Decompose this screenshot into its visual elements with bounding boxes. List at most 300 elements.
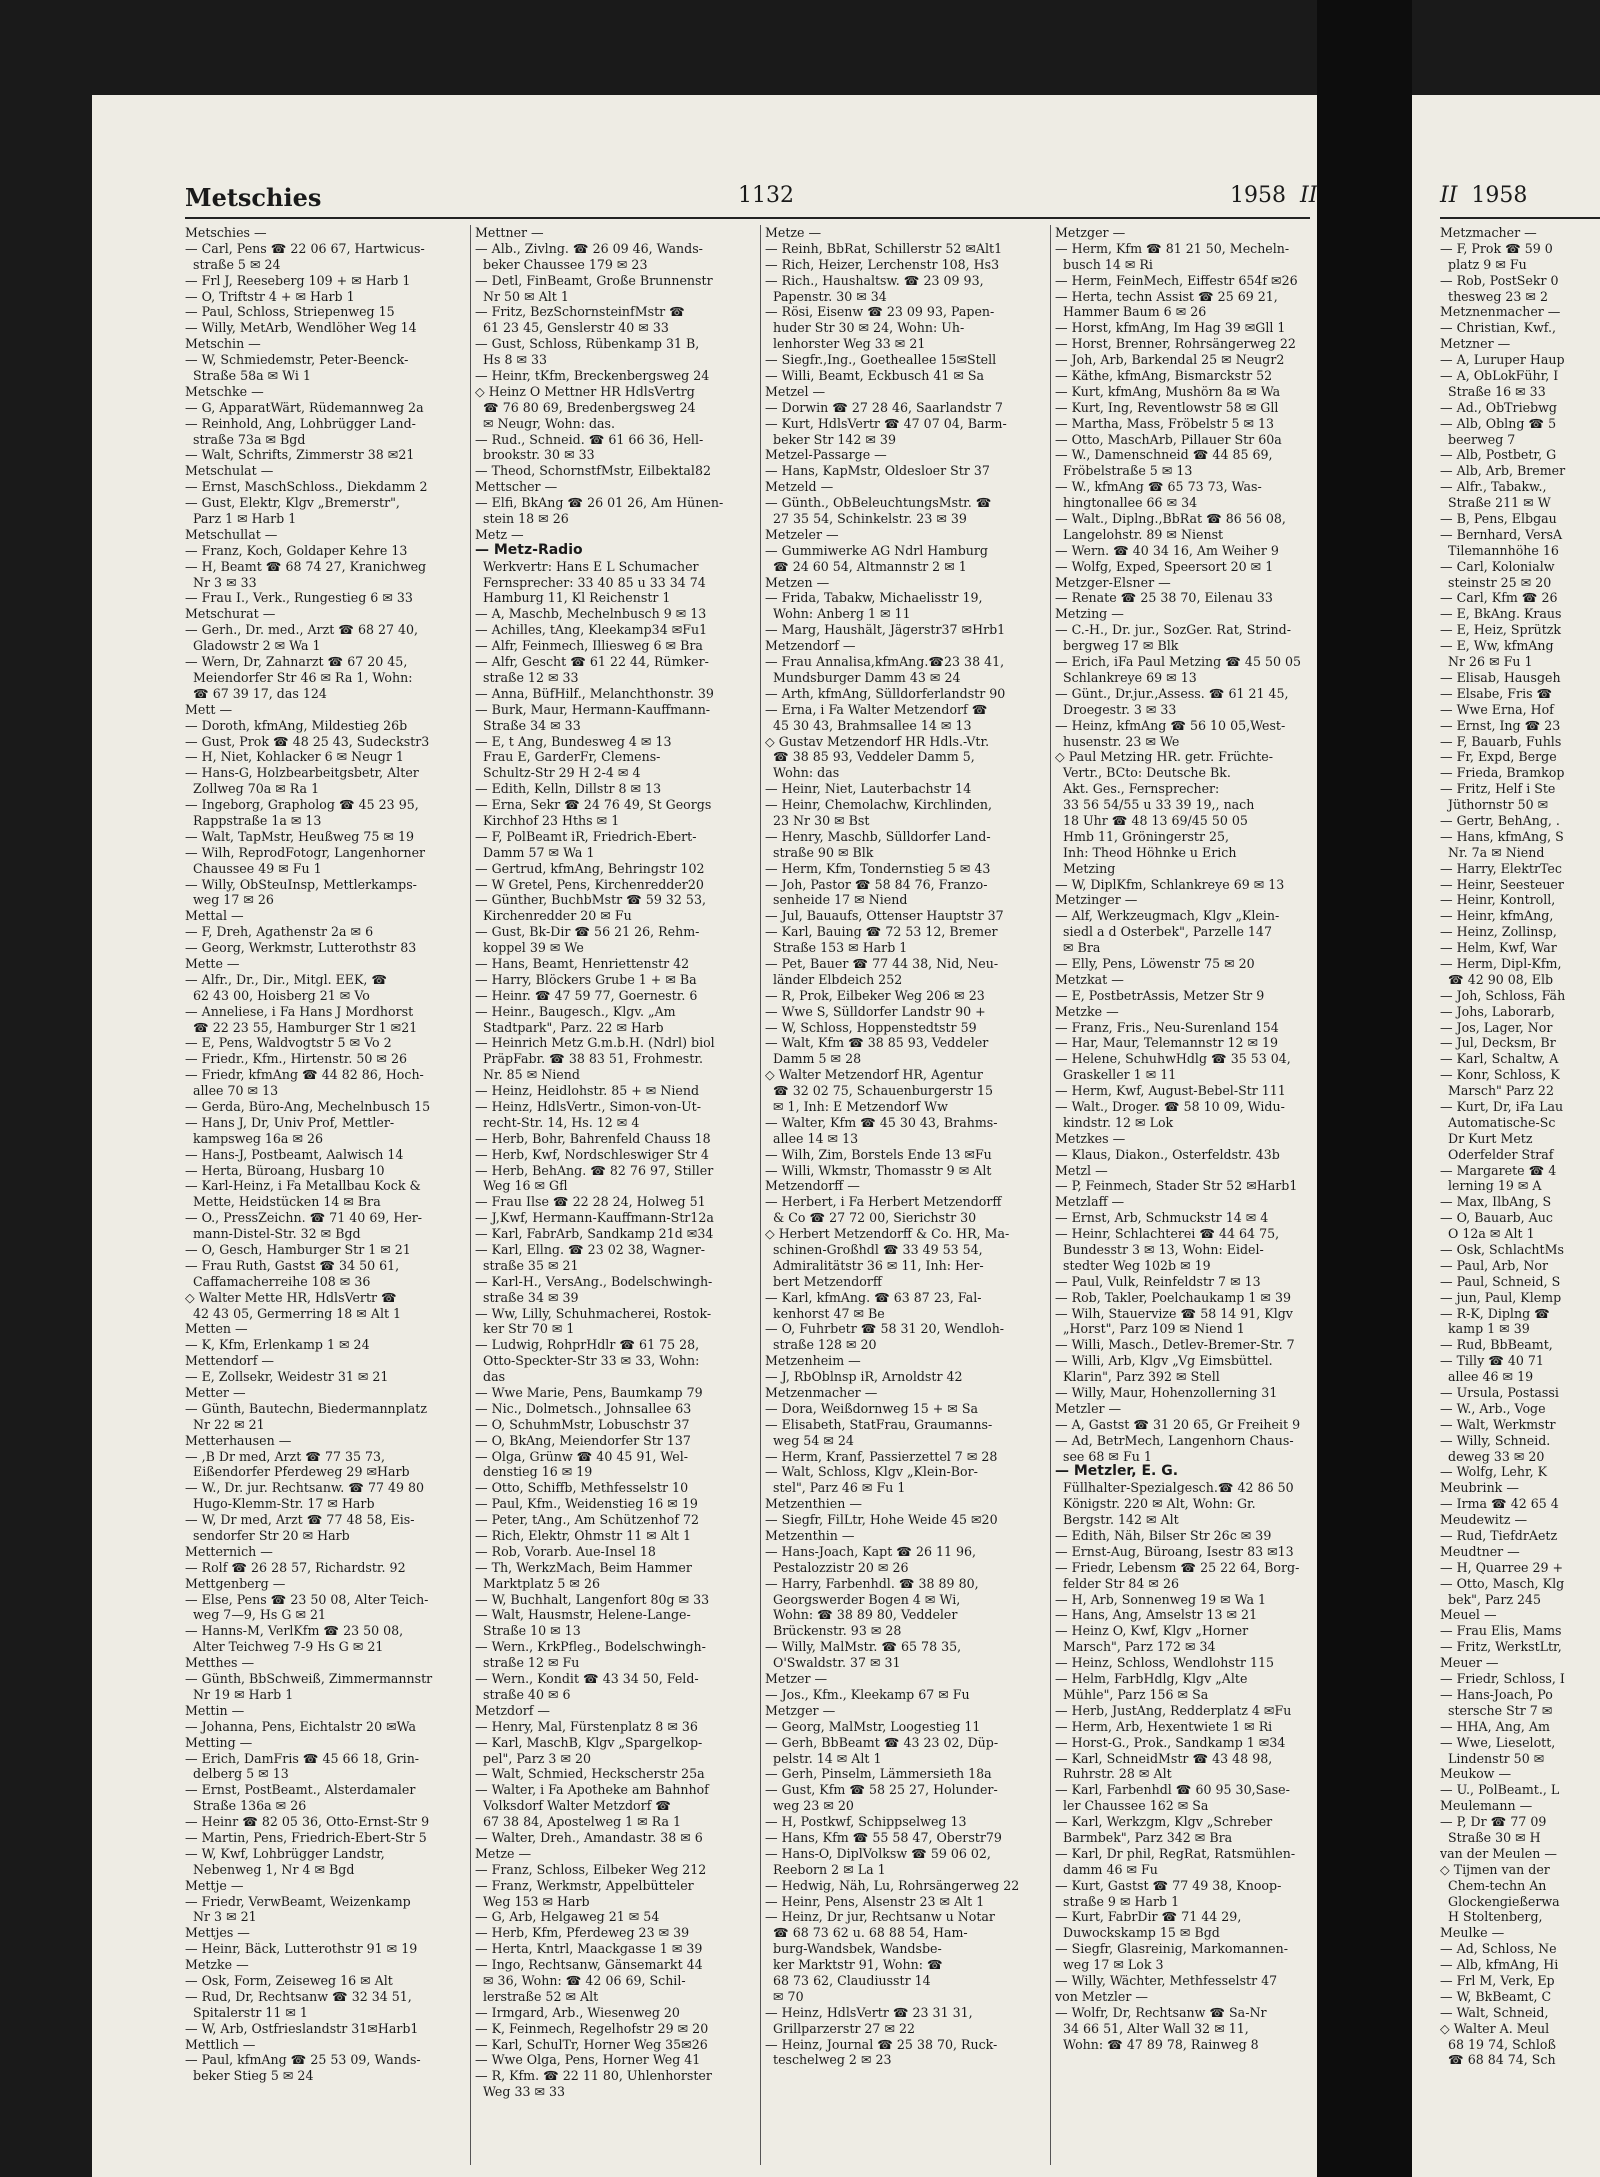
directory-entry-line: — Herta, Kntrl, Maackgasse 1 ✉ 39: [475, 1941, 703, 1957]
directory-entry-line: — Rob, PostSekr 0: [1440, 272, 1559, 288]
directory-entry-line: Metzenthien —: [765, 1496, 862, 1512]
directory-entry-line: pelstr. 14 ✉ Alt 1: [765, 1750, 882, 1766]
directory-entry-line: — Rud., Schneid. ☎ 61 66 36, Hell-: [475, 431, 704, 447]
binding-gutter: [1317, 0, 1412, 2177]
directory-entry-line: — Jul, Bauaufs, Ottenser Hauptstr 37: [765, 908, 1004, 924]
directory-entry-line: — Gerh, Pinselm, Lämmersieth 18a: [765, 1766, 992, 1782]
directory-entry-line: — Hans, kfmAng, S: [1440, 828, 1564, 844]
facing-volume: II: [1440, 183, 1458, 208]
directory-entry-line: — Gummiwerke AG Ndrl Hamburg: [765, 542, 988, 558]
directory-entry-line: Metzkes —: [1055, 1130, 1126, 1146]
directory-entry-line: Hmb 11, Gröningerstr 25,: [1055, 828, 1230, 844]
directory-entry-line: Metze —: [475, 1845, 532, 1861]
directory-entry-line: kamp 1 ✉ 39: [1440, 1321, 1530, 1337]
directory-entry-line: Meulemann —: [1440, 1798, 1533, 1814]
directory-entry-line: — Georg, Werkmstr, Lutterothstr 83: [185, 940, 417, 956]
directory-entry-line: Mett —: [185, 701, 233, 717]
directory-entry-line: Dr Kurt Metz: [1440, 1130, 1533, 1146]
directory-entry-line: — B, Pens, Elbgau: [1440, 511, 1557, 527]
directory-entry-line: 33 56 54/55 u 33 39 19,, nach: [1055, 797, 1255, 813]
directory-entry-line: Nr 3 ✉ 33: [185, 574, 257, 590]
directory-entry-line: — Joh, Schloss, Fäh: [1440, 987, 1566, 1003]
directory-entry-line: — Walt, Schloss, Klgv „Klein-Bor-: [765, 1464, 978, 1480]
directory-entry-line: — Franz, Koch, Goldaper Kehre 13: [185, 542, 408, 558]
directory-entry-line: Schlankreye 69 ✉ 13: [1055, 669, 1197, 685]
directory-entry-line: — Martin, Pens, Friedrich-Ebert-Str 5: [185, 1829, 427, 1845]
directory-entry-line: — Herb, Kfm, Pferdeweg 23 ✉ 39: [475, 1925, 690, 1941]
directory-entry-line: — H, Beamt ☎ 68 74 27, Kranichweg: [185, 558, 427, 574]
facing-running-head: [1440, 183, 1527, 217]
directory-entry-line: — Wolfg, Lehr, K: [1440, 1464, 1548, 1480]
directory-entry-line: — Rud, Dr, Rechtsanw ☎ 32 34 51,: [185, 1988, 412, 2004]
directory-entry-line: — Peter, tAng., Am Schützenhof 72: [475, 1512, 700, 1528]
directory-entry-line: Straße 30 ✉ H: [1440, 1829, 1541, 1845]
directory-entry-line: — Rösi, Eisenw ☎ 23 09 93, Papen-: [765, 304, 995, 320]
directory-entry-line: — Kurt, Gastst ☎ 77 49 38, Knoop-: [1055, 1877, 1282, 1893]
directory-entry-line: Metzke —: [185, 1957, 249, 1973]
directory-entry-line: — Herb, Bohr, Bahrenfeld Chauss 18: [475, 1130, 711, 1146]
directory-entry-line: — Irmgard, Arb., Wiesenweg 20: [475, 2004, 680, 2020]
directory-entry-line: Mettjes —: [185, 1925, 250, 1941]
directory-entry-line: ✉ 36, Wohn: ☎ 42 06 69, Schil-: [475, 1972, 686, 1988]
directory-entry-line: — Gust, Elektr, Klgv „Bremerstr",: [185, 495, 400, 511]
directory-entry-line: — Kurt, Ing, Reventlowstr 58 ✉ Gll: [1055, 399, 1279, 415]
directory-entry-line: — Elisabeth, StatFrau, Graumanns-: [765, 1416, 993, 1432]
directory-entry-line: — Friedr, Lebensm ☎ 25 22 64, Borg-: [1055, 1559, 1300, 1575]
directory-entry-line: — Heinz, Zollinsp,: [1440, 924, 1557, 940]
directory-entry-line: — Walt, Schneid,: [1440, 2004, 1549, 2020]
directory-entry-line: Mettlich —: [185, 2036, 256, 2052]
directory-entry-line: sendorfer Str 20 ✉ Harb: [185, 1528, 350, 1544]
directory-entry-line: — Dorwin ☎ 27 28 46, Saarlandstr 7: [765, 399, 1003, 415]
volume-text: II: [1300, 183, 1318, 208]
directory-entry-line: — Walt, Schrifts, Zimmerstr 38 ✉21: [185, 447, 415, 463]
directory-entry-line: — Paul, Schloss, Striepenweg 15: [185, 304, 395, 320]
directory-entry-line: 34 66 51, Alter Wall 32 ✉ 11,: [1055, 2020, 1249, 2036]
directory-entry-line: Damm 57 ✉ Wa 1: [475, 844, 595, 860]
directory-entry-line: — Heinr., Baugesch., Klgv. „Am: [475, 1003, 676, 1019]
directory-entry-line: — Bernhard, VersA: [1440, 526, 1563, 542]
facing-year: 1958: [1471, 183, 1528, 208]
directory-entry-line: — O, Bauarb, Auc: [1440, 1210, 1553, 1226]
directory-entry-line: — W., Arb., Voge: [1440, 1400, 1546, 1416]
directory-entry-line: — Willy, Wächter, Methfesselstr 47: [1055, 1972, 1278, 1988]
directory-entry-line: Metzler —: [1055, 1400, 1122, 1416]
directory-entry-line: Nr 50 ✉ Alt 1: [475, 288, 569, 304]
directory-entry-line: senheide 17 ✉ Niend: [765, 892, 908, 908]
directory-entry-line: — C.-H., Dr. jur., SozGer. Rat, Strind-: [1055, 622, 1291, 638]
directory-entry-line: — Alb, Arb, Bremer: [1440, 463, 1566, 479]
directory-entry-line: — Wilh, Stauervize ☎ 58 14 91, Klgv: [1055, 1305, 1293, 1321]
directory-entry-line: — E, Zollsekr, Weidestr 31 ✉ 21: [185, 1369, 389, 1385]
directory-entry-line: Hammer Baum 6 ✉ 26: [1055, 304, 1207, 320]
directory-entry-line: — Jos, Lager, Nor: [1440, 1019, 1553, 1035]
directory-entry-line: 45 30 43, Brahmsallee 14 ✉ 13: [765, 717, 972, 733]
directory-entry-line: länder Elbdeich 252: [765, 971, 903, 987]
directory-entry-line: — Gust, Prok ☎ 48 25 43, Sudeckstr3: [185, 733, 430, 749]
directory-entry-line: — Renate ☎ 25 38 70, Eilenau 33: [1055, 590, 1273, 606]
directory-entry-line: ☎ 22 23 55, Hamburger Str 1 ✉21: [185, 1019, 418, 1035]
directory-entry-line: ✉ 70: [765, 1988, 804, 2004]
directory-entry-line: — Ww, Lilly, Schuhmacherei, Rostok-: [475, 1305, 712, 1321]
directory-entry-line: Metschies —: [185, 225, 267, 240]
directory-entry-line: — R, Kfm. ☎ 22 11 80, Uhlenhorster: [475, 2068, 712, 2084]
directory-entry-line: — Erna, Sekr ☎ 24 76 49, St Georgs: [475, 797, 712, 813]
directory-entry-line: — Jos., Kfm., Kleekamp 67 ✉ Fu: [765, 1686, 970, 1702]
directory-entry-line: — W Gretel, Pens, Kirchenredder20: [475, 876, 704, 892]
directory-entry-line: — Siegfr, FilLtr, Hohe Weide 45 ✉20: [765, 1512, 998, 1528]
directory-entry-line: Metzenheim —: [765, 1353, 861, 1369]
directory-entry-line: — Henry, Maschb, Sülldorfer Land-: [765, 828, 991, 844]
directory-entry-line: felder Str 84 ✉ 26: [1055, 1575, 1180, 1591]
directory-entry-line: Alter Teichweg 7-9 Hs G ✉ 21: [185, 1639, 384, 1655]
directory-entry-line: — Walter, i Fa Apotheke am Bahnhof: [475, 1782, 709, 1798]
directory-entry-line: — Gertr, BehAng, .: [1440, 812, 1560, 828]
directory-entry-line: — E, Heiz, Sprützk: [1440, 622, 1562, 638]
directory-entry-line: — Jul, Decksm, Br: [1440, 1035, 1556, 1051]
directory-entry-line: ☎ 32 02 75, Schauenburgerstr 15: [765, 1083, 994, 1099]
directory-entry-line: — Alb., Zivlng. ☎ 26 09 46, Wands-: [475, 240, 703, 256]
directory-entry-line: O'Swaldstr. 37 ✉ 31: [765, 1655, 901, 1671]
directory-entry-line: Metting —: [185, 1734, 253, 1750]
directory-entry-line: stedter Weg 102b ✉ 19: [1055, 1257, 1211, 1273]
directory-entry-line: — Walt, Schmied, Heckscherstr 25a: [475, 1766, 705, 1782]
directory-entry-line: — Herm, FeinMech, Eiffestr 654f ✉26: [1055, 272, 1298, 288]
directory-entry-line: Meudewitz —: [1440, 1512, 1528, 1528]
directory-entry-line: Meubrink —: [1440, 1480, 1519, 1496]
directory-entry-line: straße 12 ✉ 33: [475, 669, 579, 685]
directory-entry-line: 67 38 84, Apostelweg 1 ✉ Ra 1: [475, 1814, 682, 1830]
directory-entry-line: straße 73a ✉ Bgd: [185, 431, 306, 447]
directory-entry-line: — Karl, kfmAng. ☎ 63 87 23, Fal-: [765, 1289, 982, 1305]
directory-entry-line: — Gertrud, kfmAng, Behringstr 102: [475, 860, 705, 876]
directory-entry-line: stel", Parz 46 ✉ Fu 1: [765, 1480, 906, 1496]
directory-entry-line: huder Str 30 ✉ 24, Wohn: Uh-: [765, 320, 965, 336]
directory-entry-line: — Karl, Farbenhdl ☎ 60 95 30,Sase-: [1055, 1782, 1290, 1798]
directory-entry-line: Straße 16 ✉ 33: [1440, 383, 1546, 399]
directory-entry-line: stersche Str 7 ✉: [1440, 1702, 1553, 1718]
directory-entry-line: ker Marktstr 91, Wohn: ☎: [765, 1957, 943, 1973]
directory-entry-line: bert Metzendorff: [765, 1273, 882, 1289]
directory-entry-line: Chem-techn An: [1440, 1877, 1547, 1893]
directory-entry-line: — Günt., Dr.jur.,Assess. ☎ 61 21 45,: [1055, 685, 1289, 701]
directory-entry-line: H Stoltenberg,: [1440, 1909, 1543, 1925]
directory-entry-line: — Wern., Kondit ☎ 43 34 50, Feld-: [475, 1671, 699, 1687]
directory-entry-line: — Karl, SchneidMstr ☎ 43 48 98,: [1055, 1750, 1273, 1766]
directory-entry-line: Metzing —: [1055, 606, 1124, 622]
directory-entry-line: — Nic., Dolmetsch., Johnsallee 63: [475, 1400, 692, 1416]
directory-entry-line: — Karl, MaschB, Klgv „Spargelkop-: [475, 1734, 703, 1750]
directory-entry-line: Jüthornstr 50 ✉: [1440, 797, 1549, 813]
directory-entry-line: — Hans-Joach, Kapt ☎ 26 11 96,: [765, 1543, 977, 1559]
directory-entry-line: — W, Schloss, Hoppenstedtstr 59: [765, 1019, 977, 1035]
directory-entry-line: Reeborn 2 ✉ La 1: [765, 1861, 886, 1877]
directory-entry-line: — Alb, Postbetr, G: [1440, 447, 1557, 463]
directory-entry-line: Metzel —: [765, 383, 826, 399]
directory-entry-line: — Max, IlbAng, S: [1440, 1194, 1552, 1210]
directory-entry-line: — Heinz, HdlsVertr ☎ 23 31 31,: [765, 2004, 973, 2020]
directory-entry-line: Straße 211 ✉ W: [1440, 495, 1551, 511]
directory-entry-line: — E, t Ang, Bundesweg 4 ✉ 13: [475, 733, 672, 749]
directory-entry-line: — Günth, BbSchweiß, Zimmermannstr: [185, 1671, 433, 1687]
directory-entry-line: — Wwe Erna, Hof: [1440, 701, 1554, 717]
directory-entry-line: ◇ Walter Metzendorf HR, Agentur: [765, 1067, 983, 1083]
directory-entry-line: — Erich, DamFris ☎ 45 66 18, Grin-: [185, 1750, 420, 1766]
directory-entry-line: — Willy, Schneid.: [1440, 1432, 1551, 1448]
directory-entry-line: & Co ☎ 27 72 00, Sierichstr 30: [765, 1210, 977, 1226]
directory-entry-line: straße 90 ✉ Blk: [765, 844, 874, 860]
directory-entry-line: — Ernst, PostBeamt., Alsterdamaler: [185, 1782, 416, 1798]
directory-entry-line: Bundesstr 3 ✉ 13, Wohn: Eidel-: [1055, 1242, 1264, 1257]
directory-entry-line: — E, Ww, kfmAng: [1440, 638, 1554, 654]
directory-entry-line: — Heinz, Heidlohstr. 85 + ✉ Niend: [475, 1083, 700, 1099]
directory-entry-line: — Wwe Marie, Pens, Baumkamp 79: [475, 1385, 703, 1401]
directory-entry-line: weg 17 ✉ Lok 3: [1055, 1957, 1164, 1973]
directory-entry-line: Hs 8 ✉ 33: [475, 352, 548, 368]
directory-entry-line: Metzinger —: [1055, 892, 1138, 908]
directory-entry-line: — A, Luruper Haup: [1440, 352, 1565, 368]
directory-entry-line: — Olga, Grünw ☎ 40 45 91, Wel-: [475, 1448, 689, 1464]
directory-entry-line: lenhorster Weg 33 ✉ 21: [765, 336, 926, 352]
directory-entry-line: — Heinr, Pens, Alsenstr 23 ✉ Alt 1: [765, 1893, 985, 1909]
directory-entry-line: denstieg 16 ✉ 19: [475, 1464, 593, 1480]
directory-entry-line: — Ad., ObTriebwg: [1440, 399, 1557, 415]
directory-entry-line: — Herm, Dipl-Kfm,: [1440, 955, 1562, 971]
directory-entry-line: — Reinh, BbRat, Schillerstr 52 ✉Alt1: [765, 240, 1003, 256]
directory-entry-line: — Heinr, Bäck, Lutterothstr 91 ✉ 19: [185, 1941, 418, 1957]
directory-entry-line: — Willy, Maur, Hohenzollerning 31: [1055, 1385, 1278, 1401]
directory-entry-line: — Ludwig, RohprHdlr ☎ 61 75 28,: [475, 1337, 700, 1353]
directory-entry-line: — Alfr., Dr., Dir., Mitgl. EEK, ☎: [185, 971, 388, 987]
directory-entry-line: — Frieda, Bramkop: [1440, 765, 1565, 781]
directory-entry-line: lerning 19 ✉ A: [1440, 1178, 1542, 1194]
directory-entry-line: 18 Uhr ☎ 48 13 69/45 50 05: [1055, 812, 1248, 828]
directory-entry-line: Frau E, GarderFr, Clemens-: [475, 749, 661, 765]
directory-entry-line: — Karl, Werkzgm, Klgv „Schreber: [1055, 1814, 1273, 1830]
directory-entry-line: — J,Kwf, Hermann-Kauffmann-Str12a: [475, 1210, 714, 1226]
directory-entry-line: Metternich —: [185, 1543, 273, 1559]
directory-entry-line: ◇ Heinz O Mettner HR HdlsVertrg: [475, 383, 695, 399]
directory-entry-line: Mettgenberg —: [185, 1575, 286, 1591]
directory-entry-line: — Edith, Kelln, Dillstr 8 ✉ 13: [475, 781, 662, 797]
directory-entry-line: Metzner —: [1440, 336, 1511, 352]
directory-entry-line: — Wern., KrkPfleg., Bodelschwingh-: [475, 1639, 706, 1655]
directory-entry-line: — Willi, Arb, Klgv „Vg Eimsbüttel.: [1055, 1353, 1273, 1369]
directory-entry-line: Werkvertr: Hans E L Schumacher: [475, 558, 699, 574]
directory-entry-line: — G, Arb, Helgaweg 21 ✉ 54: [475, 1909, 660, 1925]
directory-entry-line: — Horst, kfmAng, Im Hag 39 ✉Gll 1: [1055, 320, 1286, 336]
directory-entry-line: — W., kfmAng ☎ 65 73 73, Was-: [1055, 479, 1262, 495]
directory-entry-line: Eißendorfer Pferdeweg 29 ✉Harb: [185, 1464, 410, 1480]
directory-entry-line: — Karl, Dr phil, RegRat, Ratsmühlen-: [1055, 1845, 1296, 1861]
directory-entry-line: Tilemannhöhe 16: [1440, 542, 1559, 558]
directory-entry-line: — Gust, Bk-Dir ☎ 56 21 26, Rehm-: [475, 924, 700, 940]
directory-entry-line: — Frau Ruth, Gastst ☎ 34 50 61,: [185, 1257, 400, 1273]
directory-entry-line: Gladowstr 2 ✉ Wa 1: [185, 638, 321, 654]
directory-entry-line: — Paul, Schneid, S: [1440, 1273, 1561, 1289]
directory-entry-line: — Elly, Pens, Löwenstr 75 ✉ 20: [1055, 955, 1255, 971]
directory-entry-line: weg 23 ✉ 20: [765, 1798, 854, 1814]
directory-entry-line: — Alfr., Tabakw.,: [1440, 479, 1547, 495]
directory-entry-line: Mettner —: [475, 225, 544, 240]
column-divider: [760, 225, 761, 2165]
directory-entry-line: Straße 10 ✉ 13: [475, 1623, 581, 1639]
directory-entry-line: — Harry, ElektrTec: [1440, 860, 1562, 876]
directory-entry-line: Vertr., BCto: Deutsche Bk.: [1055, 765, 1231, 781]
directory-entry-line: Metzen —: [765, 574, 830, 590]
directory-entry-line: — Herb, BehAng. ☎ 82 76 97, Stiller: [475, 1162, 714, 1178]
directory-entry-line: Metzel-Passarge —: [765, 447, 887, 463]
directory-entry-line: — Margarete ☎ 4: [1440, 1162, 1557, 1178]
directory-entry-line: — Heinr, Seesteuer: [1440, 876, 1564, 892]
directory-entry-line: Nr 19 ✉ Harb 1: [185, 1686, 294, 1702]
directory-entry-line: — Edith, Näh, Bilser Str 26c ✉ 39: [1055, 1528, 1272, 1544]
directory-entry-line: — jun, Paul, Klemp: [1440, 1289, 1562, 1305]
directory-entry-line: Metzendorff —: [765, 1178, 860, 1194]
directory-entry-line: Metschullat —: [185, 526, 278, 542]
directory-entry-line: Metz —: [475, 526, 524, 542]
directory-entry-line: — Ernst-Aug, Büroang, Isestr 83 ✉13: [1055, 1543, 1294, 1559]
directory-entry-line: — Arth, kfmAng, Sülldorferlandstr 90: [765, 685, 1006, 701]
directory-entry-line: — Rob, Vorarb. Aue-Insel 18: [475, 1543, 656, 1559]
directory-entry-line: — Hans-O, DiplVolksw ☎ 59 06 02,: [765, 1845, 991, 1861]
directory-entry-line: — Herb, Kwf, Nordschleswiger Str 4: [475, 1146, 709, 1162]
running-head-name: Metschies: [185, 183, 322, 212]
directory-entry-line: — Heinz, Dr jur, Rechtsanw u Notar: [765, 1909, 995, 1925]
directory-entry-line: straße 34 ✉ 39: [475, 1289, 579, 1305]
directory-entry-line: Georgswerder Bogen 4 ✉ Wi,: [765, 1591, 961, 1607]
directory-entry-line: Metzger —: [765, 1702, 836, 1718]
directory-entry-line: — Theod, SchornstfMstr, Eilbektal82: [475, 463, 711, 479]
directory-entry-line: — Doroth, kfmAng, Mildestieg 26b: [185, 717, 408, 733]
directory-entry-line: Hugo-Klemm-Str. 17 ✉ Harb: [185, 1496, 375, 1512]
directory-entry-line: — Heinr, Kontroll,: [1440, 892, 1556, 908]
directory-entry-line: — Heinr, tKfm, Breckenbergsweg 24: [475, 368, 710, 384]
directory-entry-line: Metzmacher —: [1440, 225, 1537, 240]
directory-entry-line: ☎ 42 90 08, Elb: [1440, 971, 1554, 987]
directory-entry-line: 23 Nr 30 ✉ Bst: [765, 812, 870, 828]
directory-entry-line: — Gust, Schloss, Rübenkamp 31 B,: [475, 336, 700, 352]
directory-entry-line: — Karl, Schaltw, A: [1440, 1051, 1559, 1067]
directory-entry-line: — Walter, Kfm ☎ 45 30 43, Brahms-: [765, 1114, 998, 1130]
directory-entry-line: Meudtner —: [1440, 1543, 1520, 1559]
facing-directory-column: [1440, 225, 1600, 2170]
directory-entry-line: Volksdorf Walter Metzdorf ☎: [475, 1798, 671, 1814]
directory-entry-line: Metzenmacher —: [765, 1385, 878, 1401]
directory-entry-line: — Anna, BüfHilf., Melanchthonstr. 39: [475, 685, 714, 701]
directory-entry-line: — Heinrich Metz G.m.b.H. (Ndrl) biol: [475, 1035, 715, 1051]
directory-entry-line: Metter —: [185, 1385, 246, 1401]
directory-entry-line: — W., Damenschneid ☎ 44 85 69,: [1055, 447, 1273, 463]
directory-entry-line: — Reinhold, Ang, Lohbrügger Land-: [185, 415, 416, 431]
directory-entry-line: — Frida, Tabakw, Michaelisstr 19,: [765, 590, 983, 606]
directory-entry-line: ✉ 1, Inh: E Metzendorf Ww: [765, 1098, 948, 1114]
directory-entry-line: — Walt., Diplng.,BbRat ☎ 86 56 08,: [1055, 511, 1286, 527]
directory-entry-line: weg 7—9, Hs G ✉ 21: [185, 1607, 327, 1623]
directory-entry-line: — Willy, ObSteuInsp, Mettlerkamps-: [185, 876, 417, 892]
directory-entry-line: — Ingo, Rechtsanw, Gänsemarkt 44: [475, 1957, 703, 1973]
directory-entry-line: — Friedr, kfmAng ☎ 44 82 86, Hoch-: [185, 1067, 424, 1083]
directory-entry-line: — HHA, Ang, Am: [1440, 1718, 1550, 1734]
directory-entry-line: — O., PressZeichn. ☎ 71 40 69, Her-: [185, 1210, 423, 1226]
directory-entry-line: — Anneliese, i Fa Hans J Mordhorst: [185, 1003, 414, 1019]
directory-entry-line: — Günth, Bautechn, Biedermannplatz: [185, 1400, 427, 1416]
directory-entry-line: — Horst-G., Prok., Sandkamp 1 ✉34: [1055, 1734, 1286, 1750]
directory-entry-line: Weg 16 ✉ Gfl: [475, 1178, 568, 1194]
directory-entry-line: — Paul, Kfm., Weidenstieg 16 ✉ 19: [475, 1496, 698, 1512]
column-divider: [470, 225, 471, 2165]
directory-entry-line: — Herb, JustAng, Redderplatz 4 ✉Fu: [1055, 1702, 1292, 1718]
directory-entry-line: kampsweg 16a ✉ 26: [185, 1130, 324, 1146]
directory-entry-line: Metterhausen —: [185, 1432, 292, 1448]
directory-entry-line: — Hedwig, Näh, Lu, Rohrsängerweg 22: [765, 1877, 1020, 1893]
directory-entry-line: — Karl, Ellng. ☎ 23 02 38, Wagner-: [475, 1242, 706, 1257]
directory-entry-line: — F, Prok ☎ 59 0: [1440, 240, 1553, 256]
directory-entry-line: — Carl, Kfm ☎ 26: [1440, 590, 1558, 606]
directory-entry-line: — W., Dr. jur. Rechtsanw. ☎ 77 49 80: [185, 1480, 425, 1496]
directory-entry-line: Mette, Heidstücken 14 ✉ Bra: [185, 1194, 381, 1210]
directory-entry-line: — A, Gastst ☎ 31 20 65, Gr Freiheit 9: [1055, 1416, 1301, 1432]
directory-entry-line: Parz 1 ✉ Harb 1: [185, 511, 297, 527]
directory-entry-line: — Wwe, Lieselott,: [1440, 1734, 1556, 1750]
directory-entry-line: — Hans-G, Holzbearbeitgsbetr, Alter: [185, 765, 419, 781]
directory-entry-line: — Johs, Laborarb,: [1440, 1003, 1555, 1019]
directory-entry-line: Klarin", Parz 392 ✉ Stell: [1055, 1369, 1220, 1385]
directory-entry-line: — Helm, FarbHdlg, Klgv „Alte: [1055, 1671, 1248, 1687]
directory-entry-line: teschelweg 2 ✉ 23: [765, 2052, 892, 2068]
directory-entry-line: — F, Bauarb, Fuhls: [1440, 733, 1562, 749]
directory-entry-line: — Heinr, Niet, Lauterbachstr 14: [765, 781, 972, 797]
directory-entry-line: — Karl-H., VersAng., Bodelschwingh-: [475, 1273, 713, 1289]
directory-entry-line: — Gerda, Büro-Ang, Mechelnbusch 15: [185, 1098, 431, 1114]
directory-entry-line: — Günther, BuchbMstr ☎ 59 32 53,: [475, 892, 706, 908]
directory-entry-line: — Walt, Kfm ☎ 38 85 93, Veddeler: [765, 1035, 989, 1051]
directory-entry-line: — Friedr., Kfm., Hirtenstr. 50 ✉ 26: [185, 1051, 407, 1067]
directory-entry-line: ◇ Paul Metzing HR. getr. Früchte-: [1055, 749, 1273, 765]
directory-entry-line: — O, Fuhrbetr ☎ 58 31 20, Wendloh-: [765, 1321, 1005, 1337]
directory-entry-line: ✉ Bra: [1055, 940, 1101, 956]
directory-entry-line: ◇ Gustav Metzendorf HR Hdls.-Vtr.: [765, 733, 990, 749]
directory-entry-line: — Herta, techn Assist ☎ 25 69 21,: [1055, 288, 1278, 304]
directory-entry-line: — Heinz, Schloss, Wendlohstr 115: [1055, 1655, 1274, 1671]
directory-entry-line: Wohn: ☎ 47 89 78, Rainweg 8: [1055, 2036, 1259, 2052]
directory-entry-line: Duwockskamp 15 ✉ Bgd: [1055, 1925, 1220, 1941]
directory-entry-line: — Ernst, MaschSchloss., Diekdamm 2: [185, 479, 428, 495]
directory-entry-line: — Otto, Masch, Klg: [1440, 1575, 1565, 1591]
directory-entry-line: Meiendorfer Str 46 ✉ Ra 1, Wohn:: [185, 669, 413, 685]
directory-entry-line: Königstr. 220 ✉ Alt, Wohn: Gr.: [1055, 1496, 1256, 1512]
directory-entry-line: Marktplatz 5 ✉ 26: [475, 1575, 601, 1591]
directory-entry-line: koppel 39 ✉ We: [475, 940, 584, 956]
directory-entry-line: — Heinr, Chemolachw, Kirchlinden,: [765, 797, 992, 813]
facing-header-rule: [1440, 217, 1600, 219]
directory-column-2: [475, 225, 755, 2170]
directory-entry-line: das: [475, 1369, 506, 1385]
directory-entry-line: — Walter, Dreh., Amandastr. 38 ✉ 6: [475, 1829, 703, 1845]
directory-entry-line: — W, Arb, Ostfrieslandstr 31✉Harb1: [185, 2020, 419, 2036]
directory-entry-line: Nr. 85 ✉ Niend: [475, 1067, 580, 1083]
directory-entry-line: Metze —: [765, 225, 822, 240]
directory-entry-line: — Rich, Heizer, Lerchenstr 108, Hs3: [765, 256, 1000, 272]
directory-entry-line: — Pet, Bauer ☎ 77 44 38, Nid, Neu-: [765, 955, 999, 971]
directory-entry-line: — Else, Pens ☎ 23 50 08, Alter Teich-: [185, 1591, 429, 1607]
directory-entry-line: Straße 34 ✉ 33: [475, 717, 581, 733]
directory-entry-line: — O, SchuhmMstr, Lobuschstr 37: [475, 1416, 690, 1432]
directory-entry-line: Metzger —: [1055, 225, 1126, 240]
directory-entry-line: — Alfr, Feinmech, Illiesweg 6 ✉ Bra: [475, 638, 703, 654]
directory-entry-line: schinen-Großhdl ☎ 33 49 53 54,: [765, 1242, 983, 1257]
directory-entry-line: O 12a ✉ Alt 1: [1440, 1226, 1535, 1242]
